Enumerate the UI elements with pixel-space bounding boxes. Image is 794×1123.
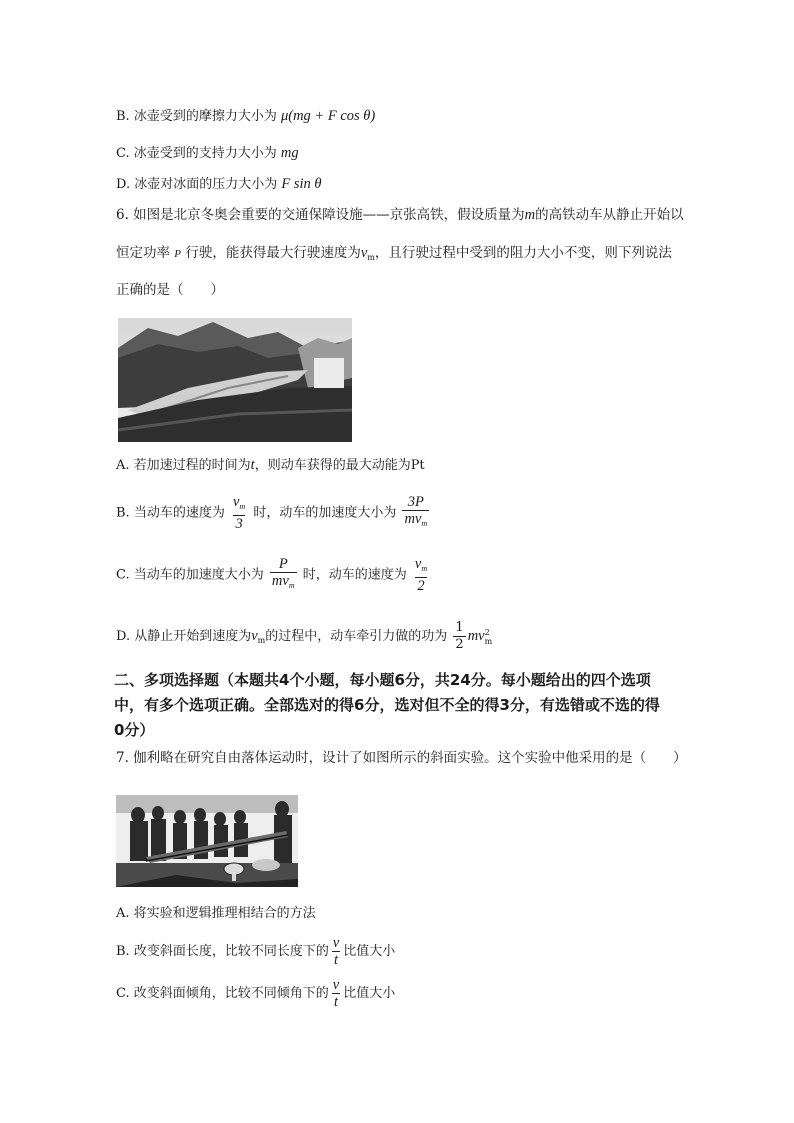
fraction-denominator: 3 <box>235 516 243 532</box>
q6-option-a-text: ，则动车获得的最大动能为Pt <box>254 458 425 473</box>
q5-option-b-formula: μ(mg + F cos θ) <box>280 108 376 124</box>
q6-stem-text: ，且行驶过程中受到的阻力大小不变，则下列说法 <box>374 245 672 261</box>
q6-option-c <box>116 556 431 594</box>
fraction-numerator-subscript: m <box>421 564 428 573</box>
q7-option-a-text: A. 将实验和逻辑推理相结合的方法 <box>116 906 316 921</box>
fraction-denominator: mv <box>404 511 422 527</box>
q7-option-b-fraction <box>331 935 341 968</box>
q6-option-c-speed-fraction <box>413 556 429 594</box>
q7-option-b-text: B. 改变斜面长度，比较不同长度下的 <box>116 944 329 959</box>
q6-option-c-accel-fraction <box>270 556 297 594</box>
q6-velocity-symbol: v <box>251 628 258 644</box>
section2-heading-text: 0分） <box>114 721 155 739</box>
q6-option-a-text: A. 若加速过程的时间为 <box>116 458 251 473</box>
q6-option-d-mv: mv <box>467 628 485 644</box>
q6-stem-line2 <box>116 244 672 267</box>
fraction-denominator: 2 <box>417 578 425 594</box>
fraction-denominator: t <box>334 952 339 968</box>
fraction-denominator-subscript: m <box>288 581 295 590</box>
q7-option-c <box>116 976 395 1012</box>
q6-stem-text: 正确的是（ ） <box>116 282 224 298</box>
high-speed-train-photo <box>118 318 352 442</box>
fraction-numerator: v <box>414 556 422 572</box>
q6-option-c-text: 时，动车的速度为 <box>302 567 407 583</box>
fraction-numerator-subscript: m <box>239 502 246 511</box>
q7-option-b-text: 比值大小 <box>343 944 396 959</box>
q6-mass-symbol: m <box>524 207 536 223</box>
q5-option-b <box>116 107 375 126</box>
q7-stem-text: 7. 伽利略在研究自由落体运动时，设计了如图所示的斜面实验。这个实验中他采用的是（ ） <box>116 750 687 766</box>
fraction-denominator: t <box>333 994 338 1010</box>
q6-velocity-subscript: m <box>257 636 266 645</box>
q7-option-c-fraction <box>331 977 341 1010</box>
q6-power-symbol: P <box>174 248 182 260</box>
q5-option-c-formula: mg <box>280 145 299 161</box>
fraction-numerator: v <box>232 494 240 510</box>
q5-option-d-formula: F sin θ <box>281 176 322 192</box>
q5-option-d-text: D. 冰壶对冰面的压力大小为 <box>116 177 278 192</box>
q7-option-a <box>116 905 316 923</box>
q7-option-b <box>116 934 395 970</box>
q6-option-d-text: D. 从静止开始到速度为 <box>116 629 252 644</box>
q5-option-b-text: B. 冰壶受到的摩擦力大小为 <box>116 109 277 124</box>
section2-heading-text: 中，有多个选项正确。全部选对的得6分，选对但不全的得3分，有选错或不选的得 <box>114 696 660 714</box>
q6-option-b <box>116 494 431 532</box>
fraction-numerator: P <box>278 556 288 572</box>
q6-option-d-text: 的过程中，动车牵引力做的功为 <box>265 629 448 644</box>
fraction-denominator: mv <box>271 573 289 589</box>
q6-option-c-text: C. 当动车的加速度大小为 <box>116 567 264 583</box>
q7-option-c-text: 比值大小 <box>343 986 396 1001</box>
q6-time-symbol: t <box>250 457 255 473</box>
fraction-numerator: v <box>332 977 340 993</box>
q7-stem <box>116 749 687 767</box>
fraction-numerator: v <box>332 935 340 951</box>
q6-option-d-superscript: 2 <box>484 627 490 637</box>
q6-option-d-subscript: m <box>484 636 493 646</box>
q6-stem-text: 的高铁动车从静止开始以 <box>535 207 684 223</box>
fraction-denominator: 2 <box>455 637 464 652</box>
q6-stem-line3 <box>116 281 224 299</box>
q7-option-c-text: C. 改变斜面倾角，比较不同倾角下的 <box>116 986 329 1001</box>
q5-option-d <box>116 175 322 194</box>
section2-heading-line1 <box>114 668 651 692</box>
section2-heading-text: 二、多项选择题（本题共4个小题，每小题6分，共24分。每小题给出的四个选项 <box>114 671 651 689</box>
q6-stem-text: 6. 如图是北京冬奥会重要的交通保障设施——京张高铁，假设质量为 <box>116 207 525 223</box>
q6-option-b-speed-fraction <box>231 494 247 532</box>
q6-option-b-text: B. 当动车的速度为 <box>116 505 225 521</box>
q6-option-b-text: 时，动车的加速度大小为 <box>253 505 397 521</box>
q6-stem-text: 行驶，能获得最大行驶速度为 <box>185 245 361 261</box>
q6-velocity-subscript: m <box>367 253 375 262</box>
fraction-denominator-subscript: m <box>421 519 428 528</box>
fraction-numerator: 1 <box>455 620 464 635</box>
q6-option-d-half-fraction <box>453 620 465 653</box>
q6-option-a <box>116 456 425 475</box>
q5-option-c-text: C. 冰壶受到的支持力大小为 <box>116 146 277 161</box>
q6-stem-text: 恒定功率 <box>116 245 170 261</box>
q6-option-d-scripts <box>485 628 493 646</box>
q6-option-d <box>116 618 492 659</box>
section2-heading-line2 <box>114 693 660 717</box>
q6-stem-line1 <box>116 206 684 224</box>
q6-velocity-symbol: v <box>360 245 368 261</box>
q6-option-b-accel-fraction <box>402 494 429 532</box>
q5-option-c <box>116 144 299 163</box>
section2-heading-line3 <box>114 718 154 742</box>
fraction-numerator: 3P <box>407 494 424 510</box>
galileo-incline-experiment-illustration <box>116 795 298 887</box>
